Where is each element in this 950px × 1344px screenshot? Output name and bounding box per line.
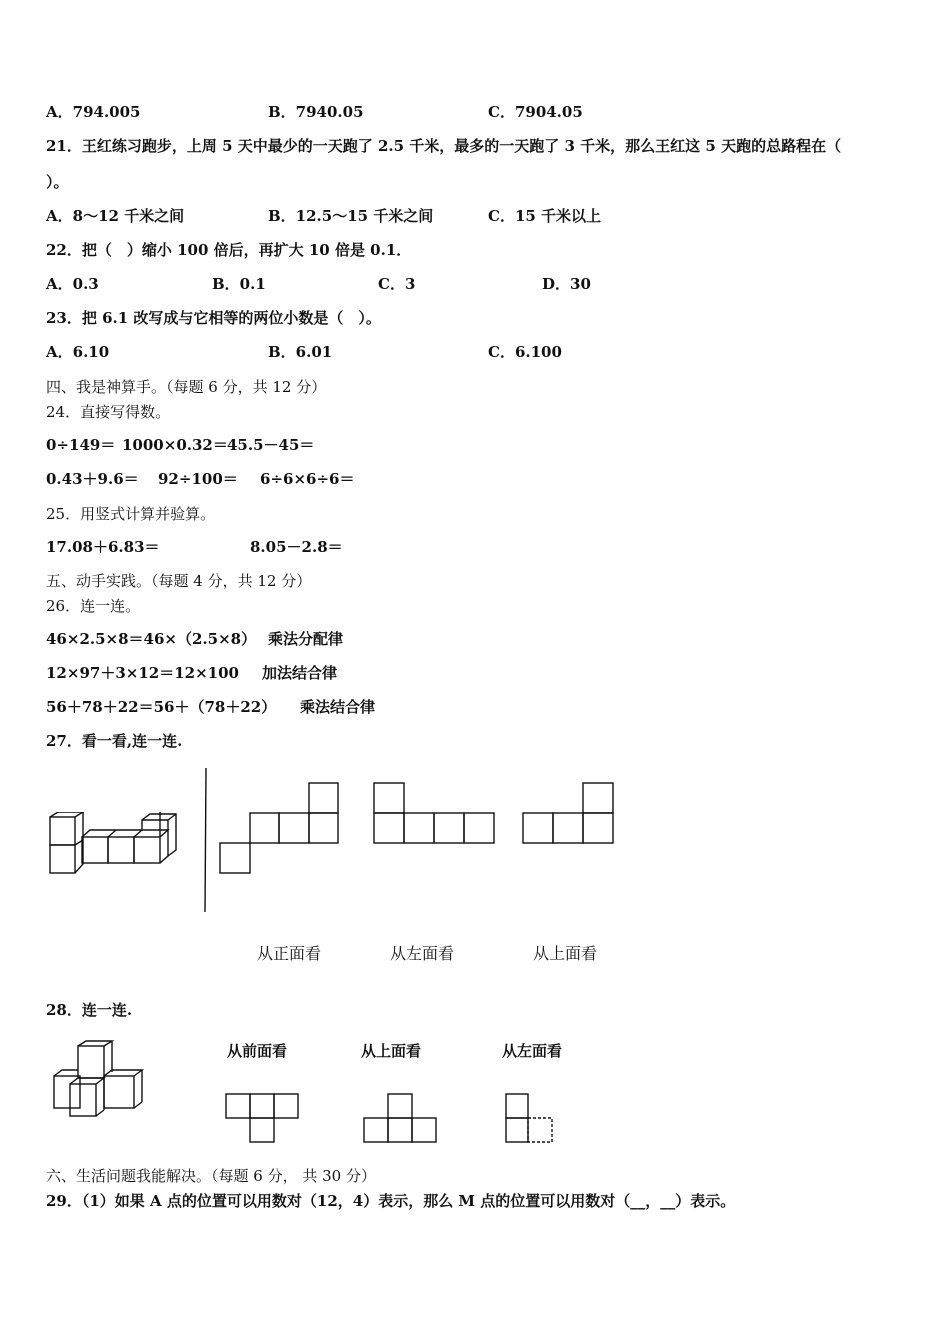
q28-label-top: 从上面看 bbox=[361, 1042, 422, 1060]
q26-expression: 12×97＋3×12＝12×100 bbox=[46, 664, 239, 682]
q26-stem: 26．连一连。 bbox=[46, 597, 141, 615]
q28-cube-solid bbox=[48, 1038, 148, 1120]
q21-stem: 21．王红练习跑步，上周 5 天中最少的一天跑了 2.5 千米，最多的一天跑了 3 千米，那么王红这 5 天跑的总路程在（ bbox=[46, 137, 842, 155]
q27-label-front: 从正面看 bbox=[257, 944, 322, 963]
q26-expression: 46×2.5×8＝46×（2.5×8） bbox=[46, 630, 257, 648]
q24-expr: 45.5－45＝ bbox=[227, 436, 315, 454]
q23-stem: 23．把 6.1 改写成与它相等的两位小数是（ ）。 bbox=[46, 309, 381, 327]
section-6-title: 六、生活问题我能解决。（每题 6 分， 共 30 分） bbox=[46, 1167, 376, 1185]
q21-option-a: A．8～12 千米之间 bbox=[46, 207, 185, 225]
q28-stem: 28．连一连. bbox=[46, 1001, 133, 1019]
q24-expr: 1000×0.32＝ bbox=[122, 436, 228, 454]
q29-stem: 29．（1）如果 A 点的位置可以用数对（12，4）表示，那么 M 点的位置可以用数对（__，__）表示。 bbox=[46, 1192, 736, 1210]
q27-view-shape-1 bbox=[216, 780, 342, 876]
q24-expr: 0.43＋9.6＝ bbox=[46, 470, 139, 488]
q25-expr: 8.05－2.8＝ bbox=[250, 538, 343, 556]
q20-option-a: A．794.005 bbox=[46, 103, 141, 121]
q22-option-c: C．3 bbox=[378, 275, 416, 293]
q27-view-shape-2 bbox=[370, 780, 498, 846]
q22-option-b: B．0.1 bbox=[212, 275, 266, 293]
section-4-title: 四、我是神算手。（每题 6 分，共 12 分） bbox=[46, 378, 327, 396]
q27-divider-line bbox=[200, 766, 210, 914]
q21-option-c: C．15 千米以上 bbox=[488, 207, 602, 225]
q27-label-left: 从左面看 bbox=[390, 944, 455, 963]
q21-stem-end: ）。 bbox=[46, 173, 69, 191]
q27-view-shape-3 bbox=[519, 780, 617, 846]
q23-option-c: C．6.100 bbox=[488, 343, 562, 361]
q26-law: 乘法分配律 bbox=[268, 630, 344, 648]
q22-option-d: D．30 bbox=[542, 275, 591, 293]
q27-stem: 27．看一看,连一连. bbox=[46, 732, 183, 750]
q28-label-front: 从前面看 bbox=[227, 1042, 288, 1060]
q25-expr: 17.08＋6.83＝ bbox=[46, 538, 160, 556]
q20-option-c: C．7904.05 bbox=[488, 103, 583, 121]
q28-view-shape-2 bbox=[360, 1090, 442, 1146]
q22-stem: 22．把（ ）缩小 100 倍后，再扩大 10 倍是 0.1． bbox=[46, 241, 412, 259]
q22-option-a: A．0.3 bbox=[46, 275, 99, 293]
q24-stem: 24．直接写得数。 bbox=[46, 403, 171, 421]
q24-expr: 0÷149＝ bbox=[46, 436, 116, 454]
q28-view-shape-3 bbox=[502, 1090, 558, 1146]
q24-expr: 6÷6×6÷6＝ bbox=[260, 470, 355, 488]
q24-expr: 92÷100＝ bbox=[158, 470, 238, 488]
q21-option-b: B．12.5～15 千米之间 bbox=[268, 207, 434, 225]
q20-option-b: B．7940.05 bbox=[268, 103, 364, 121]
q27-cube-solid bbox=[44, 812, 189, 882]
q26-law: 乘法结合律 bbox=[300, 698, 376, 716]
q25-stem: 25．用竖式计算并验算。 bbox=[46, 505, 216, 523]
q26-law: 加法结合律 bbox=[262, 664, 338, 682]
q28-label-left: 从左面看 bbox=[502, 1042, 563, 1060]
q28-view-shape-1 bbox=[222, 1090, 304, 1146]
q23-option-a: A．6.10 bbox=[46, 343, 110, 361]
q23-option-b: B．6.01 bbox=[268, 343, 333, 361]
q26-expression: 56＋78＋22＝56＋（78＋22） bbox=[46, 698, 277, 716]
section-5-title: 五、动手实践。（每题 4 分，共 12 分） bbox=[46, 572, 312, 590]
q27-label-top: 从上面看 bbox=[533, 944, 598, 963]
